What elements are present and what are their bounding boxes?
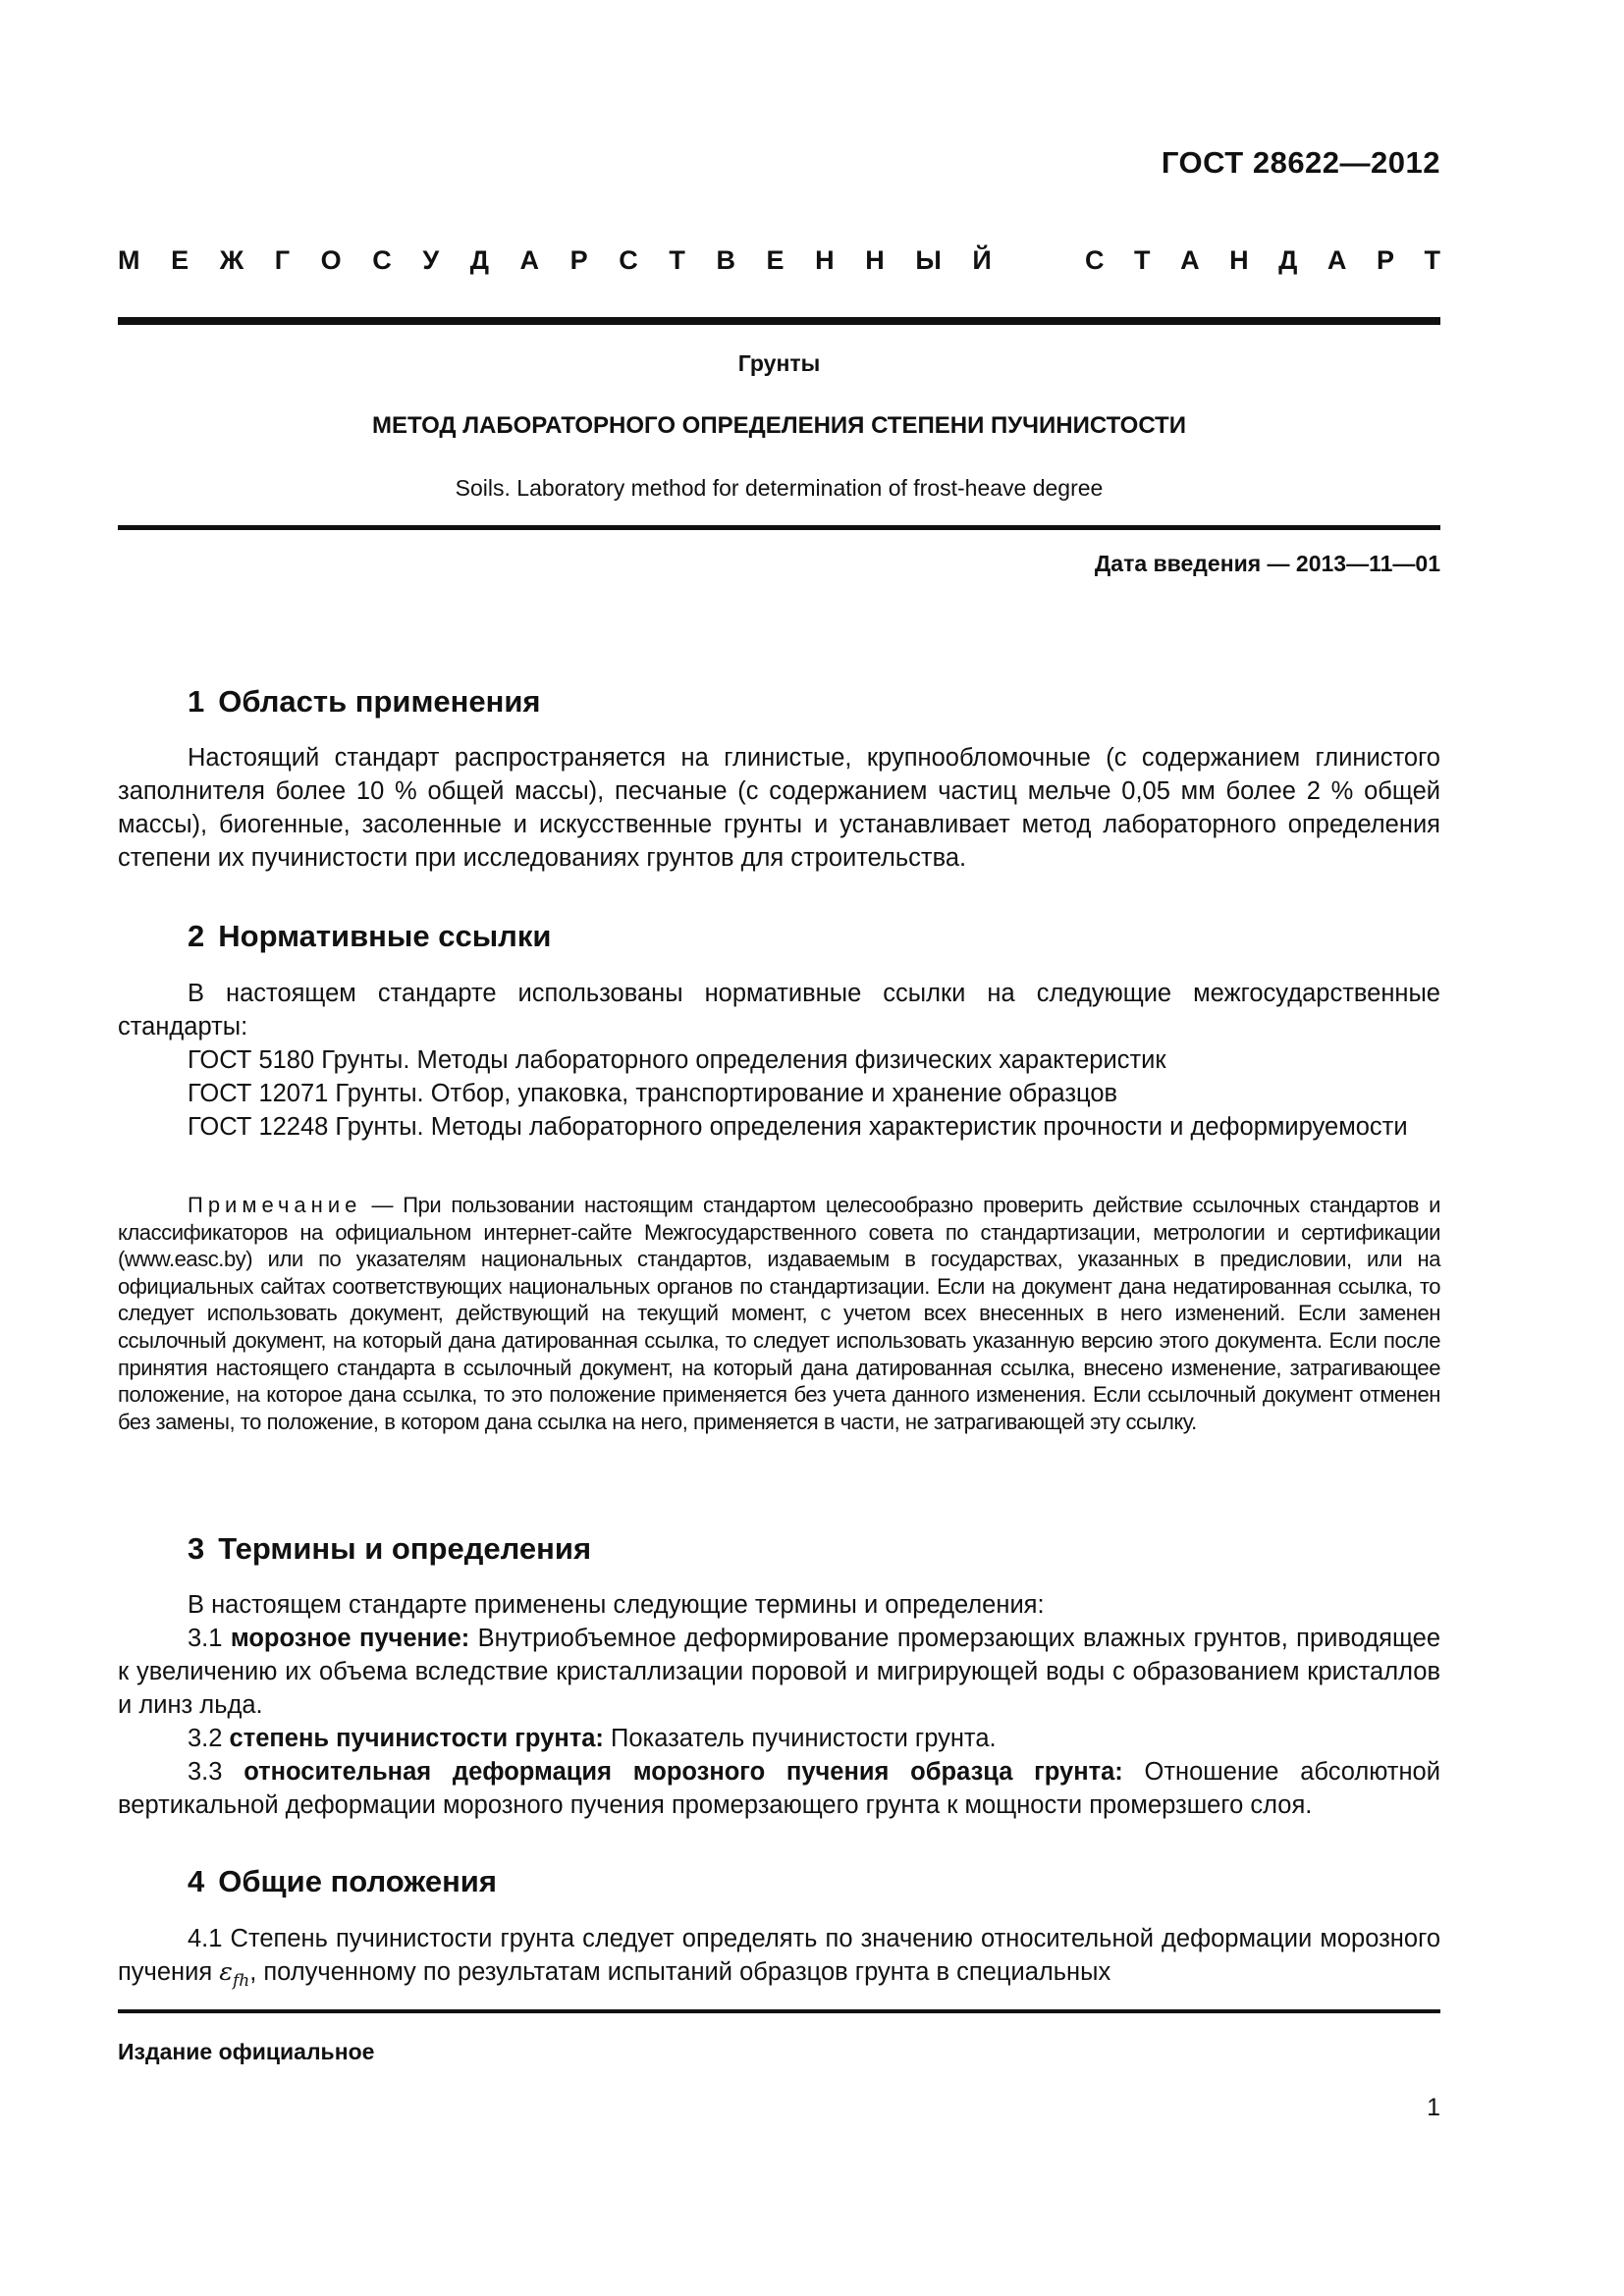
banner-letter: Н bbox=[865, 245, 885, 275]
banner-letter: Т bbox=[669, 245, 685, 275]
subject-title: Грунты bbox=[737, 350, 821, 376]
term-number: 3.3 bbox=[188, 1758, 223, 1786]
banner-letter: М bbox=[118, 245, 140, 275]
banner-letter: Ы bbox=[915, 245, 942, 275]
reference-item: ГОСТ 12071 Грунты. Отбор, упаковка, транспортирование и хранение образцов bbox=[188, 1080, 1118, 1107]
section-1-body bbox=[118, 741, 1440, 875]
banner-word-interstate bbox=[118, 245, 992, 276]
introduction-date: Дата введения — 2013—11—01 bbox=[1094, 551, 1440, 576]
banner-letter: А bbox=[519, 245, 540, 275]
note-label: Примечание bbox=[188, 1193, 362, 1217]
term-name: степень пучинистости грунта: bbox=[229, 1725, 604, 1752]
note-paragraph bbox=[118, 1192, 1440, 1435]
banner-letter: А bbox=[1326, 245, 1347, 275]
section-4-heading bbox=[188, 1864, 497, 1899]
standard-banner bbox=[118, 245, 1440, 276]
banner-letter: Н bbox=[815, 245, 835, 275]
section-title: Нормативные ссылки bbox=[218, 919, 552, 953]
banner-letter: С bbox=[1085, 245, 1105, 275]
symbol-base: ε bbox=[219, 1957, 233, 1987]
banner-letter: С bbox=[619, 245, 638, 275]
banner-letter: Й bbox=[972, 245, 992, 275]
paragraph: В настоящем стандарте применены следующие термины и определения: bbox=[188, 1591, 1045, 1619]
header-rule bbox=[118, 317, 1440, 325]
epsilon-symbol bbox=[219, 1957, 250, 1992]
reference-item: ГОСТ 12248 Грунты. Методы лабораторного определения характеристик прочности и деформируемости bbox=[188, 1113, 1408, 1141]
banner-letter: В bbox=[716, 245, 735, 275]
banner-letter: Е bbox=[171, 245, 189, 275]
document-number: ГОСТ 28622—2012 bbox=[1161, 145, 1440, 180]
term-text: Внутриобъемное деформирование промерзающих влажных грунтов, приводящее к увеличению их объема вследствие кристаллизации поровой и мигрирующей воды с образованием кристаллов и линз льда. bbox=[118, 1625, 1441, 1719]
term-definition bbox=[118, 1755, 1440, 1822]
banner-letter: У bbox=[422, 245, 440, 275]
section-3-body bbox=[118, 1588, 1440, 1822]
term-text: Показатель пучинистости грунта. bbox=[603, 1725, 997, 1752]
paragraph: В настоящем стандарте использованы нормативные ссылки на следующие межгосударственные стандарты: bbox=[118, 980, 1440, 1041]
footer-rule bbox=[118, 2009, 1440, 2013]
banner-letter: О bbox=[320, 245, 342, 275]
section-title: Общие положения bbox=[218, 1864, 497, 1898]
paragraph-text: 4.1 Степень пучинистости грунта следует определять по значению относительной деформации морозного пучения bbox=[118, 1925, 1440, 1986]
section-4-body bbox=[118, 1922, 1440, 1998]
banner-letter: Р bbox=[1376, 245, 1394, 275]
term-text: Отношение абсолютной вертикальной деформации морозного пучения промерзающего грунта к мощности промерзшего слоя. bbox=[118, 1758, 1440, 1819]
banner-letter: Т bbox=[1424, 245, 1440, 275]
banner-letter: Н bbox=[1229, 245, 1249, 275]
title-rule bbox=[118, 525, 1440, 530]
paragraph-text: , полученному по результатам испытаний образцов грунта в специальных bbox=[249, 1958, 1111, 1986]
banner-letter: Д bbox=[469, 245, 489, 275]
section-number: 2 bbox=[188, 919, 205, 953]
section-number: 3 bbox=[188, 1531, 205, 1566]
section-number: 4 bbox=[188, 1864, 205, 1898]
section-3-heading bbox=[188, 1531, 591, 1567]
banner-letter: Д bbox=[1278, 245, 1298, 275]
note-text: — При пользовании настоящим стандартом целесообразно проверить действие ссылочных стандартов и классификаторов на официальном интернет-сайте Межгосударственного совета по стандартизации, метрологии и сертификации (www.easc.by) или по указателям национальных стандартов, издаваемым в государствах, указанных в предисловии, или на официальных сайтах соответствующих национальных органов по стандартизации. Если на документ дана недатированная ссылка, то следует использовать документ, действующий на текущий момент, с учетом всех внесенных в него изменений. Если заменен ссылочный документ, на который дана датированная ссылка, то следует использовать указанную версию этого документа. Если после принятия настоящего стандарта в ссылочный документ, на который дана датированная ссылка, внесено изменение, затрагивающее положение, на которое дана ссылка, то это положение применяется без учета данного изменения. Если ссылочный документ отменен без замены, то положение, в котором дана ссылка на него, применяется в части, не затрагивающей эту ссылку. bbox=[118, 1193, 1440, 1434]
banner-letter: Ж bbox=[219, 245, 244, 275]
main-title-en: Soils. Laboratory method for determination of frost-heave degree bbox=[455, 475, 1104, 501]
term-name: морозное пучение: bbox=[230, 1625, 470, 1652]
section-number: 1 bbox=[188, 684, 205, 719]
main-title-ru: МЕТОД ЛАБОРАТОРНОГО ОПРЕДЕЛЕНИЯ СТЕПЕНИ ПУЧИНИСТОСТИ bbox=[372, 412, 1186, 439]
section-title: Область применения bbox=[218, 684, 541, 719]
edition-label: Издание официальное bbox=[118, 2039, 375, 2064]
section-2-heading bbox=[188, 919, 551, 954]
paragraph bbox=[118, 1922, 1440, 1998]
term-name: относительная деформация морозного пучения образца грунта: bbox=[244, 1758, 1123, 1786]
page-number: 1 bbox=[1427, 2094, 1440, 2121]
banner-letter: С bbox=[372, 245, 392, 275]
symbol-subscript: fh bbox=[232, 1971, 250, 1992]
banner-letter: Г bbox=[274, 245, 291, 275]
term-number: 3.2 bbox=[188, 1725, 223, 1752]
section-2-body bbox=[118, 977, 1440, 1144]
banner-letter: А bbox=[1180, 245, 1200, 275]
section-2-note bbox=[118, 1192, 1440, 1435]
section-1-heading bbox=[188, 684, 541, 720]
term-definition bbox=[118, 1622, 1440, 1722]
banner-letter: Е bbox=[766, 245, 785, 275]
reference-item: ГОСТ 5180 Грунты. Методы лабораторного определения физических характеристик bbox=[188, 1046, 1166, 1074]
banner-letter: Т bbox=[1134, 245, 1151, 275]
section-title: Термины и определения bbox=[218, 1531, 592, 1566]
paragraph: Настоящий стандарт распространяется на глинистые, крупнообломочные (с содержанием глинистого заполнителя более 10 % общей массы), песчаные (с содержанием частиц мельче 0,05 мм более 2 % общей массы), биогенные, засоленные и искусственные грунты и устанавливает метод лабораторного определения степени их пучинистости при исследованиях грунтов для строительства. bbox=[118, 744, 1440, 872]
banner-letter: Р bbox=[569, 245, 588, 275]
term-number: 3.1 bbox=[188, 1625, 223, 1652]
banner-word-standard bbox=[1085, 245, 1440, 276]
term-definition bbox=[118, 1722, 1440, 1755]
